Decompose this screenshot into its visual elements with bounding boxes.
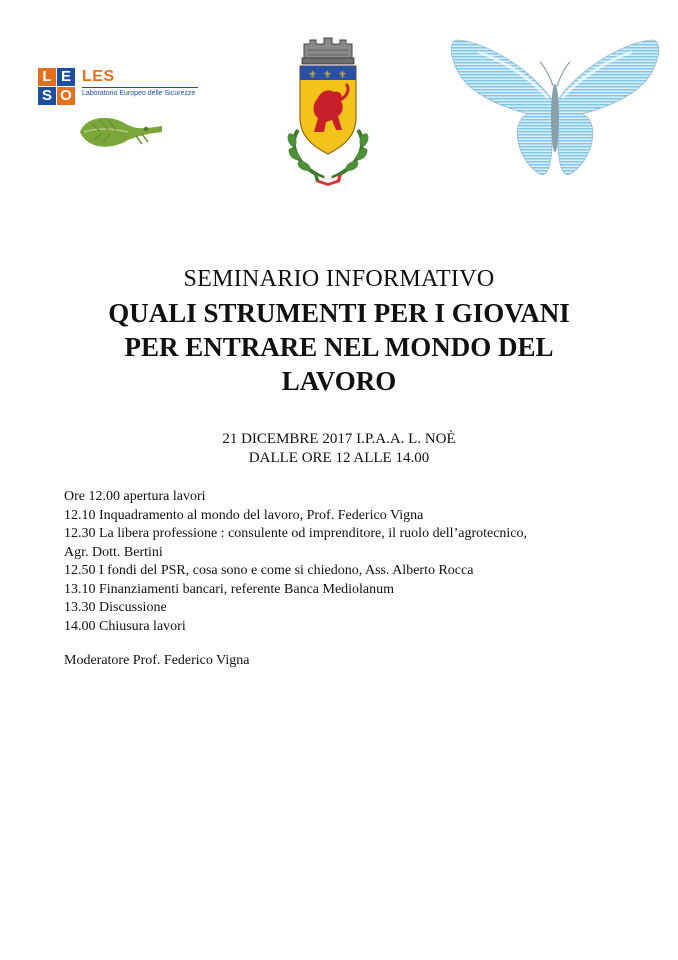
agenda-item: 13.30 Discussione <box>64 600 167 615</box>
les-name: LES <box>82 68 115 85</box>
svg-text:⚜: ⚜ <box>323 70 332 81</box>
les-block-o: O <box>57 87 75 105</box>
butterfly-icon <box>448 32 662 182</box>
agenda-item: 12.10 Inquadramento al mondo del lavoro, Prof. Federico Vigna <box>64 507 424 523</box>
les-block-e: E <box>57 68 75 86</box>
agenda-list <box>64 488 624 636</box>
les-block-s: S <box>38 87 56 105</box>
seminar-title-line-1: QUALI STRUMENTI PER I GIOVANI <box>108 298 570 328</box>
les-logo <box>38 68 208 108</box>
leaf-key-icon <box>76 110 164 154</box>
svg-text:⚜: ⚜ <box>338 70 347 81</box>
seminar-title-block <box>0 264 678 398</box>
agenda-item: Ore 12.00 apertura lavori <box>64 489 206 504</box>
les-logo-icon <box>38 68 76 106</box>
seminar-type: SEMINARIO INFORMATIVO <box>183 266 495 292</box>
les-divider <box>82 87 198 88</box>
les-subtitle: Laboratorio Europeo delle Sicurezze <box>82 90 196 97</box>
agenda-item: Agr. Dott. Bertini <box>64 544 163 560</box>
svg-text:⚜: ⚜ <box>308 70 317 81</box>
agenda-item: 12.30 La libera professione : consulente od imprenditore, il ruolo dell’agrotecnico, <box>64 526 528 541</box>
agenda-item: 13.10 Finanziamenti bancari, referente Banca Mediolanum <box>64 581 395 597</box>
event-hours: DALLE ORE 12 ALLE 14.00 <box>248 450 430 466</box>
event-date-place: 21 DICEMBRE 2017 I.P.A.A. L. NOÈ <box>222 431 456 447</box>
seminar-title <box>0 296 678 398</box>
les-block-l: L <box>38 68 56 86</box>
agenda-item: 12.50 I fondi del PSR, cosa sono e come si chiedono, Ass. Alberto Rocca <box>64 563 474 578</box>
seminar-title-line-2: PER ENTRARE NEL MONDO DEL <box>124 332 554 362</box>
event-details <box>0 430 678 468</box>
municipal-crest-icon <box>278 34 378 186</box>
seminar-title-line-3: LAVORO <box>281 366 397 396</box>
moderator: Moderatore Prof. Federico Vigna <box>64 653 250 668</box>
agenda-item: 14.00 Chiusura lavori <box>64 618 186 634</box>
